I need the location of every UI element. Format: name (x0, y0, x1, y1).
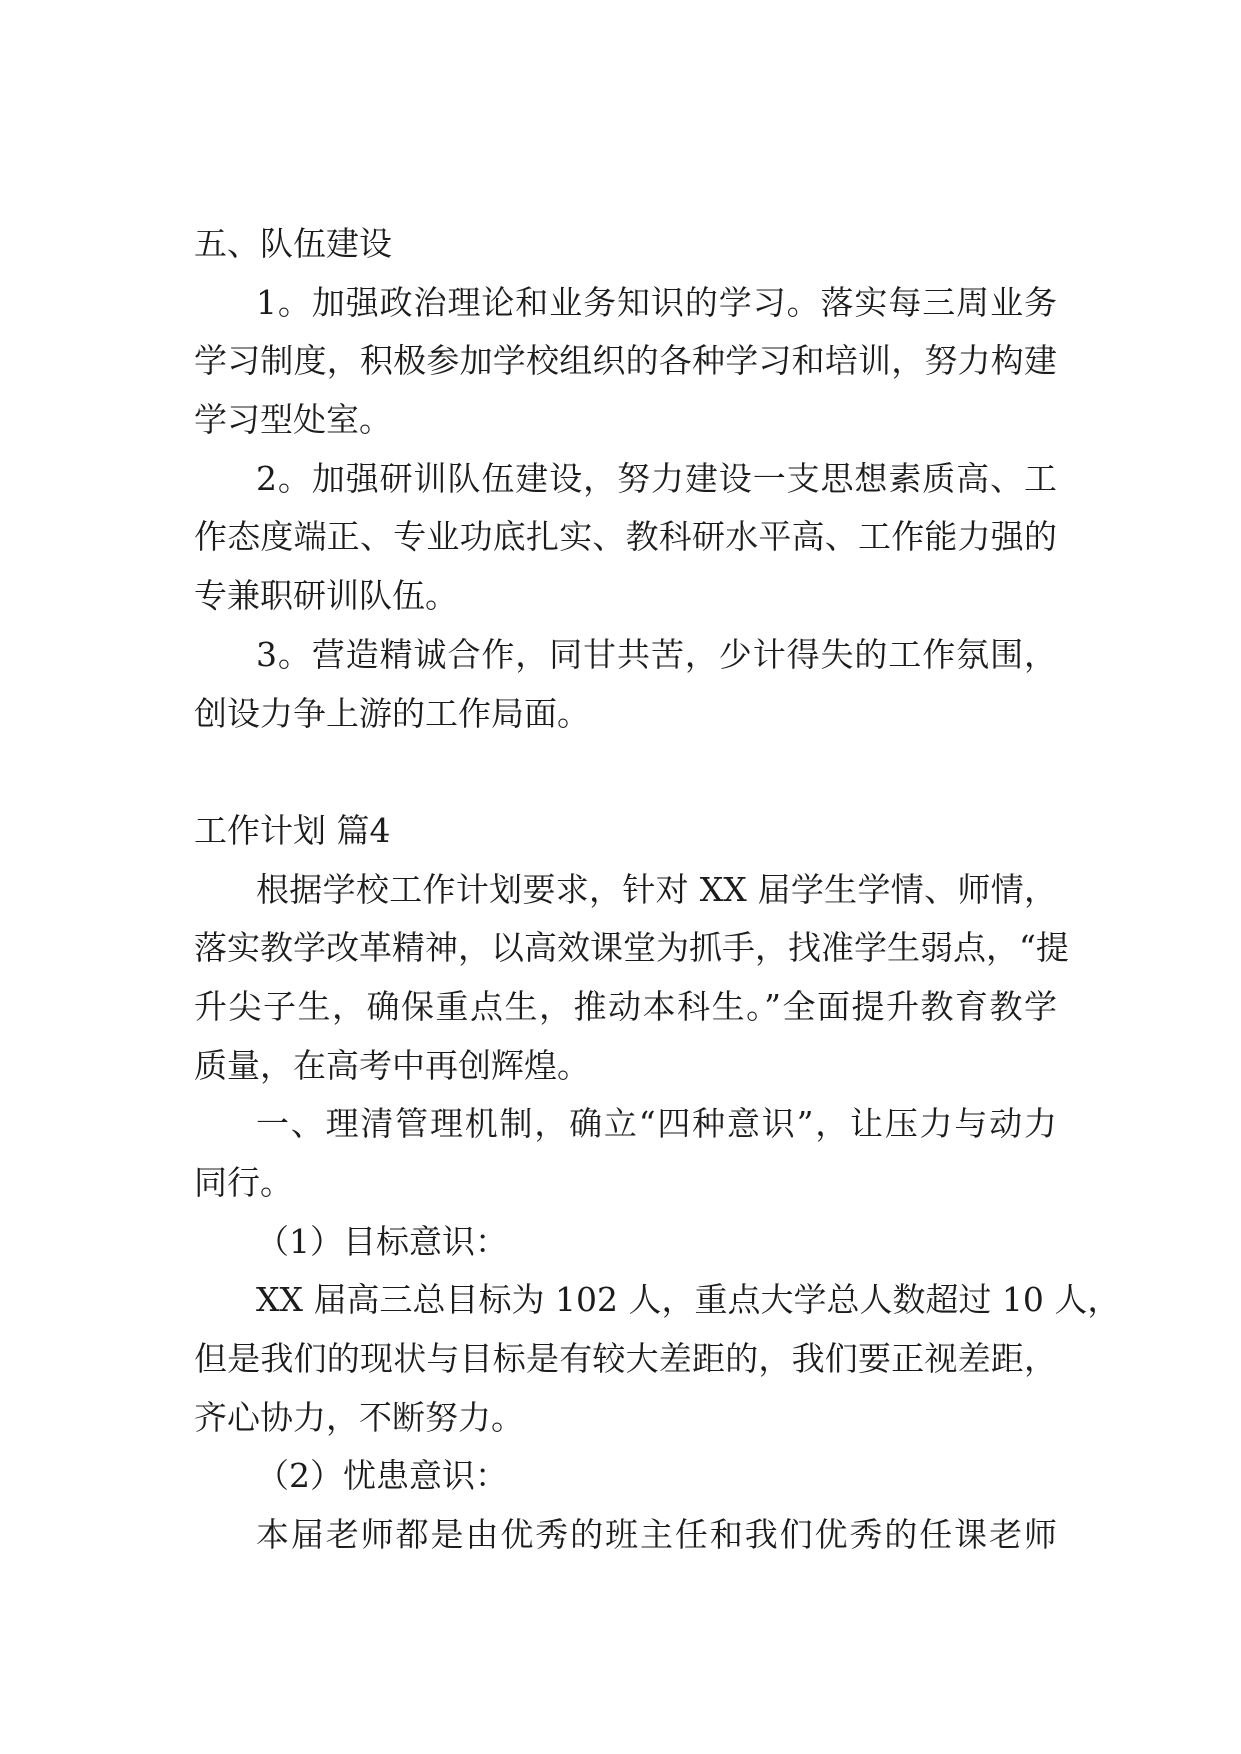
blank-line (194, 743, 1057, 802)
paragraph-line: 3。营造精诚合作，同甘共苦，少计得失的工作氛围， (256, 634, 1057, 674)
paragraph-line: 一、理清管理机制，确立“四种意识”，让压力与动力 (256, 1104, 1057, 1144)
paragraph-line: 本届老师都是由优秀的班主任和我们优秀的任课老师 (256, 1515, 1057, 1555)
subheading-line: （1）目标意识： (256, 1221, 508, 1261)
paragraph-line: 升尖子生，确保重点生，推动本科生。”全面提升教育教学 (194, 986, 1057, 1026)
paragraph-line: 作态度端正、专业功底扎实、教科研水平高、工作能力强的 (194, 517, 1057, 557)
paragraph (194, 1506, 1057, 1565)
paragraph-line: 1。加强政治理论和业务知识的学习。落实每三周业务 (256, 282, 1057, 322)
paragraph-line: 同行。 (194, 1163, 293, 1202)
paragraph-line: XX 届高三总目标为 102 人，重点大学总人数超过 10 人， (256, 1280, 1121, 1320)
paragraph (194, 1447, 1057, 1506)
paragraph-line: 创设力争上游的工作局面。 (194, 693, 590, 733)
paragraph-line: 落实教学改革精神，以高效课堂为抓手，找准学生弱点，“提 (194, 928, 1069, 968)
paragraph-line: 2。加强研训队伍建设，努力建设一支思想素质高、工 (256, 458, 1057, 498)
section-heading: 工作计划 篇4 (194, 810, 391, 850)
document-body (194, 215, 1121, 1565)
paragraph (194, 1271, 1121, 1447)
section-heading: 五、队伍建设 (194, 224, 392, 263)
paragraph-line: 学习型处室。 (194, 400, 392, 440)
paragraph-line: 齐心协力，不断努力。 (194, 1397, 524, 1437)
paragraph (194, 450, 1057, 626)
paragraph-line: 根据学校工作计划要求，针对 XX 届学生学情、师情， (256, 869, 1057, 909)
paragraph-line: 质量，在高考中再创辉煌。 (194, 1045, 590, 1085)
paragraph (194, 626, 1057, 743)
paragraph (194, 1095, 1057, 1212)
paragraph (194, 274, 1057, 450)
paragraph (194, 861, 1069, 1096)
paragraph-line: 专兼职研训队伍。 (194, 576, 458, 616)
paragraph (194, 1213, 1057, 1272)
paragraph-line: 但是我们的现状与目标是有较大差距的，我们要正视差距， (194, 1339, 1057, 1379)
subheading-line: （2）忧患意识： (256, 1456, 508, 1496)
paragraph-line: 学习制度，积极参加学校组织的各种学习和培训，努力构建 (194, 341, 1057, 381)
